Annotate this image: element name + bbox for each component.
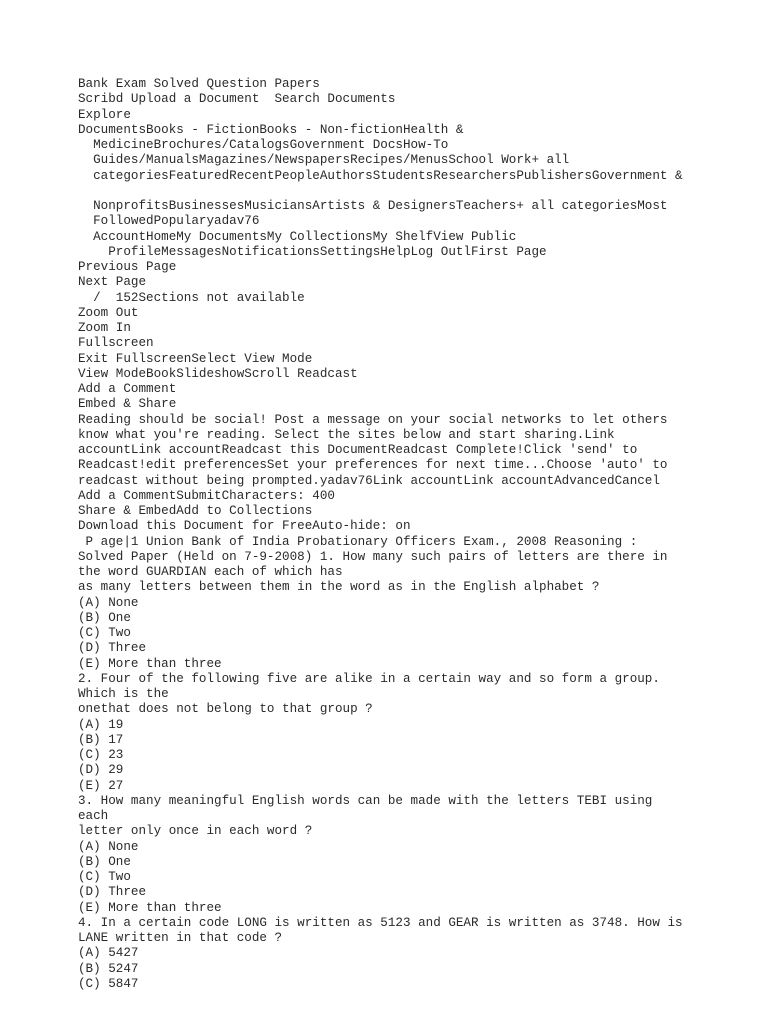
text-line: 4. In a certain code LONG is written as 5123 and GEAR is written as 3748. How is — [78, 915, 683, 930]
viewer-control[interactable]: Exit FullscreenSelect View Mode — [78, 351, 313, 366]
text-line: 3. How many meaningful English words can be made with the letters TEBI using — [78, 793, 653, 808]
nav-line[interactable]: categoriesFeaturedRecentPeopleAuthorsStudentsResearchersPublishersGovernment & — [78, 168, 683, 183]
text-line: (B) 5247 — [78, 961, 139, 976]
nav-line[interactable]: Explore — [78, 107, 131, 122]
document-page — [78, 77, 758, 992]
text-line: Solved Paper (Held on 7-9-2008) 1. How many such pairs of letters are there in — [78, 549, 668, 564]
viewer-control[interactable]: Zoom In — [78, 321, 131, 335]
text-line: (B) One — [78, 610, 131, 625]
text-line: (C) Two — [78, 626, 131, 640]
viewer-control[interactable]: Share & EmbedAdd to Collections — [78, 504, 313, 518]
text-line: Which is the — [78, 687, 169, 701]
text-line: the word GUARDIAN each of which has — [78, 565, 343, 579]
text-line: (D) Three — [78, 641, 147, 656]
text-line: know what you're reading. Select the sites below and start sharing.Link — [78, 427, 615, 442]
nav-line[interactable]: NonprofitsBusinessesMusiciansArtists & DesignersTeachers+ all categoriesMost — [78, 199, 668, 213]
text-line: (A) 19 — [78, 717, 124, 732]
viewer-control[interactable]: Previous Page — [78, 260, 177, 274]
document-text — [78, 77, 758, 992]
text-line: (D) Three — [78, 885, 147, 900]
text-line: accountLink accountReadcast this DocumentReadcast Complete!Click 'send' to — [78, 443, 638, 457]
viewer-control[interactable]: Embed & Share — [78, 397, 177, 412]
text-line: each — [78, 809, 109, 823]
text-line: 2. Four of the following five are alike in a certain way and so form a group. — [78, 671, 660, 686]
text-line: P age|1 Union Bank of India Probationary Officers Exam., 2008 Reasoning : — [78, 534, 638, 549]
text-line: (C) 5847 — [78, 976, 139, 991]
page-title: Bank Exam Solved Question Papers — [78, 77, 320, 91]
text-line: (D) 29 — [78, 763, 124, 778]
nav-line[interactable]: MedicineBrochures/CatalogsGovernment DocsHow-To — [78, 138, 449, 152]
blank-line — [78, 184, 758, 199]
text-line: (A) None — [78, 839, 139, 854]
text-line: as many letters between them in the word as in the English alphabet ? — [78, 580, 600, 595]
viewer-control[interactable]: Zoom Out — [78, 305, 139, 320]
text-line: Readcast!edit preferencesSet your preferences for next time...Choose 'auto' to — [78, 458, 668, 473]
text-line: Add a CommentSubmitCharacters: 400 — [78, 488, 335, 503]
text-line: (E) More than three — [78, 656, 222, 671]
text-line: readcast without being prompted.yadav76Link accountLink accountAdvancedCancel — [78, 473, 660, 488]
text-line: (A) None — [78, 595, 139, 610]
text-line: / 152Sections not available — [78, 290, 305, 305]
viewer-control[interactable]: Next Page — [78, 275, 147, 290]
nav-line[interactable]: Guides/ManualsMagazines/NewspapersRecipes/MenusSchool Work+ all — [78, 153, 570, 168]
text-line: (B) 17 — [78, 732, 124, 747]
text-line: LANE written in that code ? — [78, 931, 283, 945]
nav-line[interactable]: ProfileMessagesNotificationsSettingsHelpLog OutlFirst Page — [78, 244, 547, 259]
text-line: Reading should be social! Post a message on your social networks to let others — [78, 412, 668, 427]
text-line: (C) 23 — [78, 748, 124, 762]
text-line: onethat does not belong to that group ? — [78, 702, 373, 717]
text-line: (E) 27 — [78, 778, 124, 793]
viewer-control[interactable]: Download this Document for FreeAuto-hide: on — [78, 519, 411, 534]
nav-line[interactable]: FollowedPopularyadav76 — [78, 214, 260, 229]
viewer-control[interactable]: Add a Comment — [78, 382, 177, 396]
nav-line[interactable]: DocumentsBooks - FictionBooks - Non-fictionHealth & — [78, 122, 464, 137]
text-line: (C) Two — [78, 870, 131, 884]
nav-line[interactable]: AccountHomeMy DocumentsMy CollectionsMy ShelfView Public — [78, 229, 517, 244]
nav-line[interactable]: Scribd Upload a Document Search Documents — [78, 92, 396, 107]
viewer-control[interactable]: View ModeBookSlideshowScroll Readcast — [78, 366, 358, 381]
viewer-control[interactable]: Fullscreen — [78, 336, 154, 351]
text-line: (A) 5427 — [78, 946, 139, 961]
text-line: (B) One — [78, 854, 131, 869]
text-line: (E) More than three — [78, 900, 222, 915]
text-line: letter only once in each word ? — [78, 824, 313, 839]
